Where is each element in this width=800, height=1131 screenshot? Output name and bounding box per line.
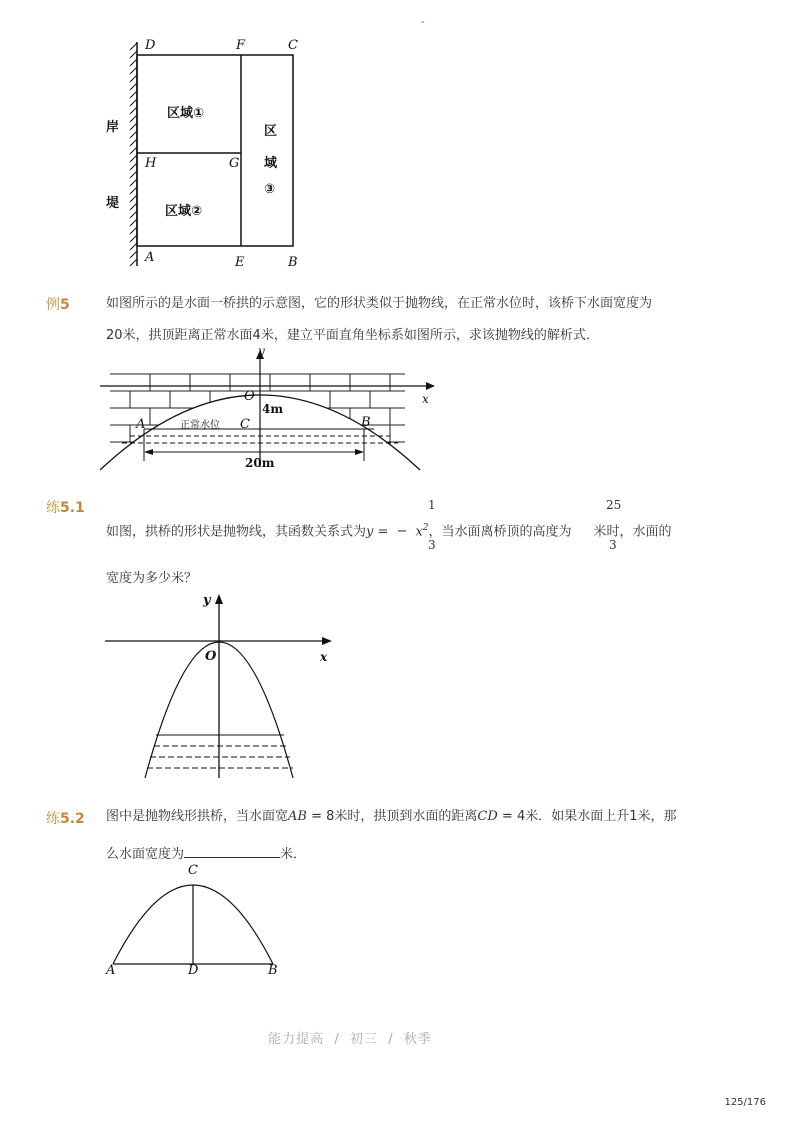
p51-eq-equals: = <box>373 524 393 540</box>
bank-hatch <box>130 43 137 266</box>
practice-5-2-tag-prefix: 练 <box>46 811 60 827</box>
practice-5-1-tag <box>46 497 85 517</box>
frac1-numerator: 1 <box>428 498 436 512</box>
bank-char-2: 堤 <box>106 196 120 211</box>
p52-cd: CD <box>477 809 498 824</box>
p52-line2-a: 么水面宽度为 <box>106 847 185 862</box>
answer-blank[interactable] <box>184 843 280 858</box>
bridge-y-label: y <box>258 344 265 358</box>
footer <box>0 1028 700 1047</box>
p52-A-label: A <box>106 963 116 978</box>
practice-tag-prefix: 练 <box>46 500 60 516</box>
region-3-char-2: 域 <box>264 156 278 171</box>
region-1-label: 区域① <box>167 106 205 121</box>
p51-x-label: x <box>320 650 328 664</box>
region-3-char-3: ③ <box>264 182 276 197</box>
parabola-arch-diagram <box>100 590 340 785</box>
p52-ab: AB <box>288 809 307 824</box>
practice-5-1-line-2: 宽度为多少米？ <box>106 571 198 586</box>
water-surface <box>147 735 293 768</box>
figure-parabola-arch <box>100 590 340 785</box>
p51-eq-sup: 2 <box>422 523 429 533</box>
bridge-B-label: B <box>361 415 371 430</box>
label-F: F <box>236 38 246 53</box>
p51-text-a: 如图，拱桥的形状是抛物线，其函数关系式为 <box>106 524 367 540</box>
practice-5-2-line-1 <box>106 808 677 826</box>
label-H: H <box>145 156 157 171</box>
label-G: G <box>229 156 240 171</box>
p51-y-label: y <box>203 593 211 608</box>
example-5-tag <box>46 294 70 314</box>
bridge-height-label: 4m <box>262 402 284 416</box>
bridge-width-label: 20m <box>245 456 275 470</box>
regions-diagram <box>100 30 340 275</box>
bridge-A-label: A <box>136 417 146 432</box>
p52-D-label: D <box>188 963 199 978</box>
p51-text-b: ，当水面离桥顶的高度为 <box>428 524 572 540</box>
example-5-line-1: 如图所示的是水面一桥拱的示意图，它的形状类似于抛物线，在正常水位时，该桥下水面宽度为 <box>106 296 653 311</box>
normal-water-level-label: 正常水位 <box>180 420 220 431</box>
arch-cd-diagram <box>100 875 290 975</box>
label-B: B <box>288 255 298 270</box>
region-3-char-1: 区 <box>264 124 278 139</box>
figure-arch-cd <box>100 875 290 975</box>
practice-5-2-line-2 <box>106 843 306 864</box>
label-E: E <box>235 255 245 270</box>
bridge-x-label: x <box>422 392 429 406</box>
bridge-origin-label: O <box>244 389 255 404</box>
example-tag-prefix: 例 <box>46 297 60 313</box>
bridge-C-label: C <box>240 417 250 432</box>
p51-text-c: 米时，水面的 <box>593 524 672 540</box>
frac2-denominator: 3 <box>609 538 617 552</box>
frac1-denominator: 3 <box>428 538 436 552</box>
p52-line2-b: 米． <box>280 847 307 862</box>
label-C: C <box>288 38 298 53</box>
p51-eq-x: x <box>415 524 423 540</box>
p51-origin-label: O <box>205 649 217 664</box>
practice-tag-num: 5.1 <box>60 500 85 516</box>
p52-text-b: 米时，拱顶到水面的距离 <box>334 809 478 824</box>
p52-cd-value: = 4 <box>497 809 526 824</box>
practice-5-2-tag-num: 5.2 <box>60 811 85 827</box>
p52-B-label: B <box>268 963 278 978</box>
region-2-label: 区域② <box>165 204 203 219</box>
p52-C-label: C <box>188 863 198 878</box>
frac2-numerator: 25 <box>606 498 622 512</box>
footer-text: 能力提高 / 初三 / 秋季 <box>268 1032 432 1047</box>
label-A: A <box>145 250 155 265</box>
page-number: 125/176 <box>724 1097 766 1108</box>
outer-rect <box>137 55 293 246</box>
figure-regions <box>100 30 340 275</box>
top-mark: - <box>421 17 425 28</box>
p52-ab-value: = 8 <box>306 809 335 824</box>
label-D: D <box>145 38 156 53</box>
p52-text-a: 图中是抛物线形拱桥，当水面宽 <box>106 809 289 824</box>
p52-text-c: 米．如果水面上升1米，那 <box>525 809 677 824</box>
example-5-line-2: 20米，拱顶距离正常水面4米，建立平面直角坐标系如图所示，求该抛物线的解析式． <box>106 328 599 343</box>
practice-5-2-tag <box>46 808 85 828</box>
example-tag-num: 5 <box>60 297 70 313</box>
practice-5-1-line-1 <box>106 519 672 541</box>
p51-eq-y: y <box>366 524 374 540</box>
bank-char-1: 岸 <box>106 120 120 135</box>
p51-eq-minus: − <box>396 524 408 540</box>
